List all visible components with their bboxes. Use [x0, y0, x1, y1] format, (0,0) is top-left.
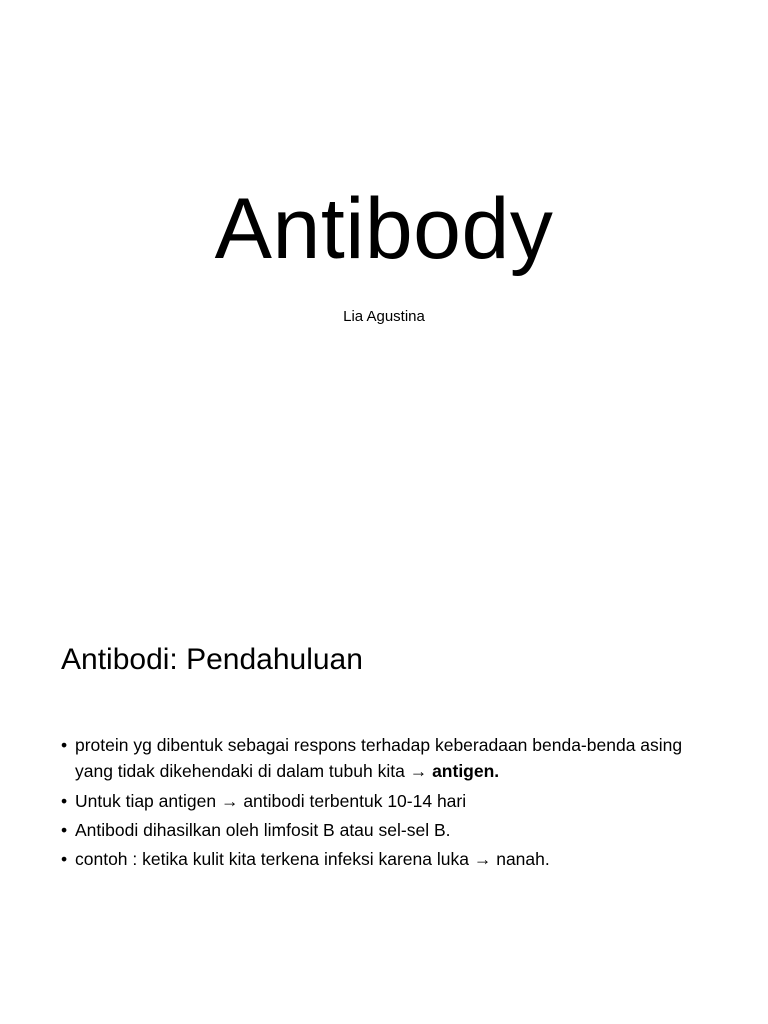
- bullet-text-after: antibodi terbentuk 10-14 hari: [243, 790, 467, 811]
- content-slide: [0, 512, 768, 1024]
- bullet-icon: •: [61, 790, 68, 811]
- bullet-item: [61, 817, 701, 843]
- bullet-list: [61, 732, 701, 875]
- bullet-emphasis: antigen.: [432, 761, 500, 782]
- slide-title: Antibody: [214, 181, 554, 277]
- bullet-item: [61, 732, 701, 785]
- bullet-item: [61, 788, 701, 814]
- arrow-right-icon: →: [473, 849, 492, 869]
- bullet-icon: •: [61, 735, 68, 755]
- bullet-icon: •: [61, 849, 68, 869]
- slide-subtitle-author: Lia Agustina: [343, 308, 425, 325]
- bullet-text: contoh : ketika kulit kita terkena infeksi karena luka: [75, 849, 469, 869]
- bullet-text: protein yg dibentuk sebagai respons terhadap keberadaan benda-benda asing yang tidak dikehendaki di dalam tubuh kita: [75, 735, 683, 782]
- arrow-right-icon: →: [409, 761, 428, 782]
- bullet-icon: •: [61, 819, 68, 840]
- arrow-right-icon: →: [220, 790, 239, 811]
- bullet-text: Antibodi dihasilkan oleh limfosit B atau sel-sel B.: [75, 819, 451, 840]
- bullet-text: Untuk tiap antigen: [75, 790, 217, 811]
- slide-heading: Antibodi: Pendahuluan: [61, 643, 363, 676]
- bullet-text-after: nanah.: [496, 849, 550, 869]
- bullet-item: [61, 846, 701, 872]
